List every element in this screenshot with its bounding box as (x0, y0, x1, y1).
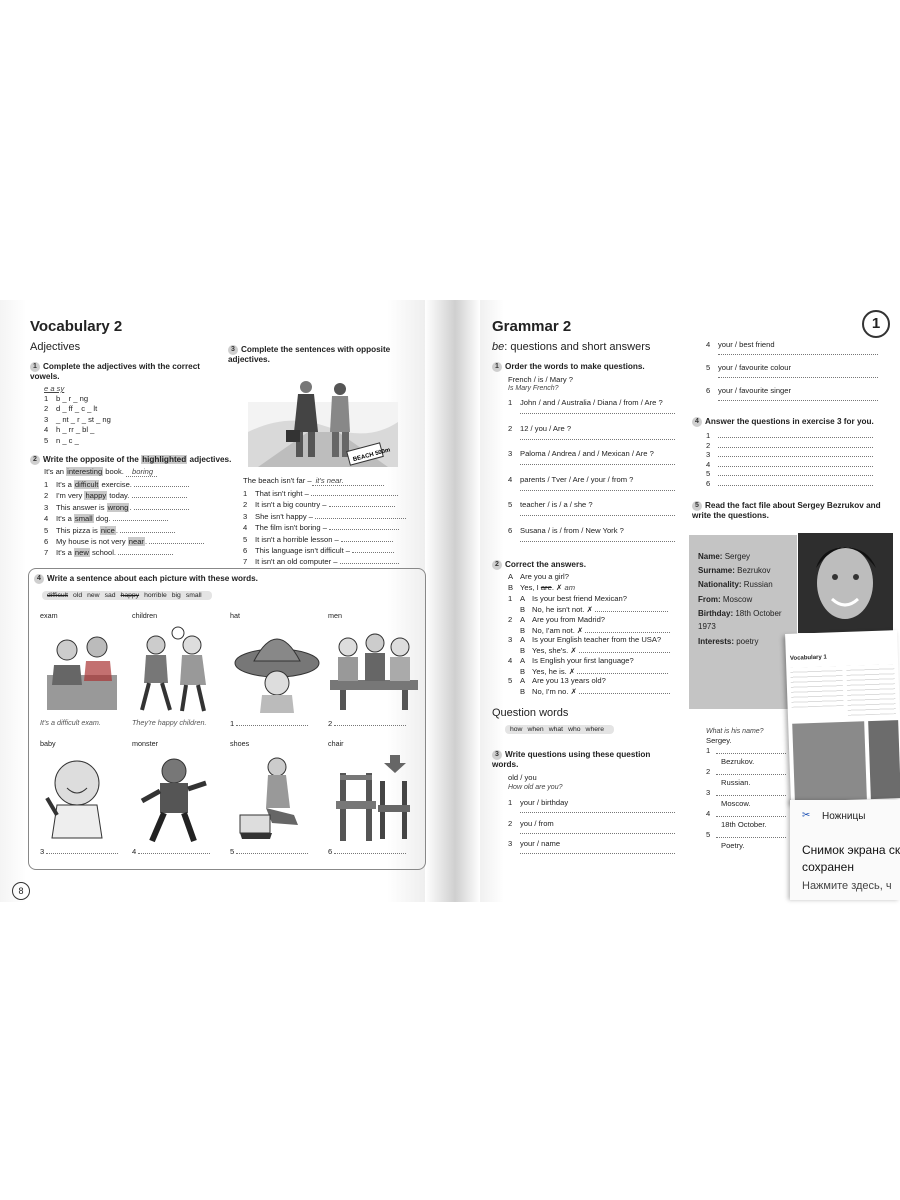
thumbnail-title: Vocabulary 1 (789, 654, 827, 662)
answer-line[interactable] (520, 490, 675, 491)
ex4-instruction: 4 Write a sentence about each picture with these words. (34, 574, 258, 584)
r-ex1-instruction: 1 Order the words to make questions. (492, 362, 645, 372)
list-item: 2 12 / you / Are ? (508, 423, 572, 433)
list-item: B Yes, he is. ✗ (520, 666, 668, 677)
list-item: 3 A Is your English teacher from the USA? (508, 635, 662, 644)
answer-number: 1 (706, 746, 711, 755)
answer-line[interactable] (120, 525, 175, 533)
picture-answer: 2 (328, 718, 406, 729)
unit-badge: 1 (862, 310, 890, 338)
list-item: 4 It's a small dog. (44, 513, 204, 524)
scissors-icon: ✂ (802, 810, 811, 821)
answer-line[interactable] (520, 439, 675, 440)
list-item: 2 you / from (508, 818, 554, 828)
list-item: 3 Paloma / Andrea / and / Mexican / Are ? (508, 449, 654, 458)
snip-app-name: Ножницы (822, 811, 866, 822)
list-item: B Yes, she's. ✗ (520, 645, 670, 656)
r-ex2-instruction: 2 Correct the answers. (492, 560, 586, 570)
answer-line[interactable] (134, 502, 189, 510)
r-ex2-example-b: B Yes, I are. ✗ am (508, 583, 576, 592)
answer-line[interactable] (716, 816, 786, 817)
r-ex1-example: French / is / Mary ? (508, 375, 573, 384)
list-item: 2 A Are you from Madrid? (508, 614, 606, 624)
list-item: 5 This pizza is nice. (44, 525, 204, 536)
picture-answer: They're happy children. (132, 718, 207, 727)
answer-line[interactable] (718, 400, 878, 401)
ex1-example: e a sy (44, 384, 65, 393)
ex1-number: 1 (30, 362, 40, 372)
beach-couple-illustration (248, 372, 398, 467)
answer-line[interactable] (149, 536, 204, 544)
picture-label: hat (230, 611, 240, 620)
snip-notification[interactable] (790, 800, 900, 900)
r-ex4-instruction: 4 Answer the questions in exercise 3 for you. (692, 417, 874, 427)
list-item: 1 It's a difficult exercise. (44, 479, 204, 490)
list-item: 5 n _ c _ (44, 435, 79, 445)
list-item: B No, he isn't not. ✗ (520, 604, 668, 615)
fact-row: Birthday: 18th October 1973 (698, 608, 782, 631)
answer-number: 3 (706, 788, 711, 797)
shoes-illustration (232, 753, 322, 843)
children-illustration (134, 625, 224, 715)
answer-line[interactable] (520, 853, 675, 854)
list-item: 5 your / favourite colour (706, 363, 792, 372)
word-bank-item: old (73, 592, 83, 599)
list-item: 7 It isn't an old computer – (243, 556, 406, 567)
answer-text: Poetry. (721, 841, 745, 850)
list-item: 5 A Are you 13 years old? (508, 676, 606, 685)
word-bank-item: horrible (144, 592, 167, 599)
beach-sign-text: BEACH 500m (352, 447, 392, 464)
list-item: 1 That isn't right – (243, 488, 406, 499)
hat-illustration (232, 625, 322, 715)
list-item: 6 My house is not very near. (44, 536, 204, 547)
answer-line[interactable] (520, 812, 675, 813)
ex3-example: The beach isn't far – it's near. (243, 476, 384, 486)
answer-number: 5 (706, 830, 711, 839)
list-item: 2 It isn't a big country – (243, 499, 406, 510)
answer-line[interactable] (132, 490, 187, 498)
list-item: 3 (706, 449, 873, 460)
monster-illustration (134, 753, 224, 843)
answer-line[interactable] (585, 625, 670, 633)
picture-answer: 3 (40, 846, 118, 857)
list-item: B No, I'am not. ✗ (520, 625, 670, 636)
ex3-list (243, 488, 406, 568)
word-bank-item: happy (120, 592, 140, 599)
answer-line[interactable] (334, 846, 406, 854)
answer-line[interactable] (718, 354, 878, 355)
list-item: B No, I'm no. ✗ (520, 686, 670, 697)
list-item: 6 This language isn't difficult – (243, 545, 406, 556)
answer-line[interactable] (334, 718, 406, 726)
answer-text: 18th October. (721, 820, 767, 829)
picture-label: shoes (230, 739, 250, 748)
answer-line[interactable] (113, 513, 168, 521)
list-item: 6 Susana / is / from / New York ? (508, 525, 624, 535)
picture-label: baby (40, 739, 56, 748)
answer-line[interactable] (236, 846, 308, 854)
answer-line[interactable] (236, 718, 308, 726)
answer-line[interactable] (716, 837, 786, 838)
r-ex3-example: old / you (508, 773, 537, 782)
picture-answer: 6 (328, 846, 406, 857)
list-item: 1 John / and / Australia / Diana / from / Are ? (508, 398, 663, 407)
list-item: 4 parents / Tver / Are / your / from ? (508, 474, 634, 484)
list-item: 3 She isn't happy – (243, 511, 406, 522)
ex2-example: It's an interesting book. boring (44, 467, 157, 477)
ex4-word-bank (42, 591, 212, 600)
ex2-instruction: 2 Write the opposite of the highlighted adjectives. (30, 455, 235, 465)
answer-text: Sergey. (706, 736, 732, 745)
answer-line[interactable] (352, 545, 394, 553)
answer-line[interactable] (340, 556, 399, 564)
list-item: 4 h _ rr _ bl _ (44, 425, 95, 435)
answer-line[interactable] (577, 666, 668, 674)
answer-line[interactable] (46, 846, 118, 854)
answer-line[interactable] (718, 478, 873, 486)
answer-line[interactable] (118, 547, 173, 555)
fact-row: From: Moscow (698, 594, 753, 604)
answer-line[interactable] (579, 686, 670, 694)
exam-illustration (42, 625, 132, 715)
book-gutter (425, 300, 480, 902)
snip-subtitle: Нажмите здесь, ч (802, 880, 892, 892)
picture-label: chair (328, 739, 344, 748)
question-word: where (585, 726, 605, 733)
list-item: 1 A Is your best friend Mexican? (508, 594, 627, 603)
list-item: 6 your / favourite singer (706, 386, 792, 395)
question-word: who (568, 726, 581, 733)
adjectives-subtitle: Adjectives (30, 341, 81, 353)
ex2-list (44, 479, 204, 559)
r-ex1-example-answer: Is Mary French? (508, 385, 559, 392)
baby-illustration (42, 753, 132, 843)
list-item: 6 (706, 478, 873, 489)
answer-line[interactable] (718, 449, 873, 457)
picture-answer: 1 (230, 718, 308, 729)
list-item: 7 It's a new school. (44, 547, 204, 558)
list-item: 3 _ nt _ r _ st _ ng (44, 414, 111, 424)
answer-number: 2 (706, 767, 711, 776)
answer-line[interactable] (595, 604, 668, 612)
list-item: 4 A Is English your first language? (508, 655, 634, 665)
answer-text: Moscow. (721, 799, 751, 808)
answer-line[interactable] (718, 459, 873, 467)
fact-row: Interests: poetry (698, 637, 759, 646)
question-words-title: Question words (492, 707, 569, 719)
answer-line[interactable] (138, 846, 210, 854)
list-item: 4 The film isn't boring – (243, 522, 406, 533)
answer-text: Bezrukov. (721, 757, 755, 766)
list-item: 5 (706, 468, 873, 479)
answer-line[interactable] (718, 377, 878, 378)
answer-line[interactable] (520, 413, 675, 414)
answer-line[interactable] (134, 479, 189, 487)
picture-label: men (328, 611, 342, 620)
picture-answer: It's a difficult exam. (40, 718, 101, 727)
list-item: 1 b _ r _ ng (44, 394, 89, 403)
question-word: how (510, 726, 523, 733)
grammar-title: Grammar 2 (492, 318, 572, 335)
sergey-photo (798, 533, 893, 633)
answer-line[interactable] (341, 534, 393, 542)
snip-title: Снимок экрана ск сохранен (802, 843, 900, 874)
answer-line[interactable] (718, 468, 873, 476)
answer-number: 4 (706, 809, 711, 818)
picture-label: exam (40, 611, 58, 620)
answer-text: Russian. (721, 778, 751, 787)
picture-answer: 5 (230, 846, 308, 857)
question-words-bank (505, 725, 614, 734)
list-item: 1 your / birthday (508, 798, 569, 807)
question-word: what (548, 726, 564, 733)
word-bank-item: small (185, 592, 202, 599)
answer-line[interactable] (718, 440, 873, 448)
word-bank-item: sad (104, 592, 116, 599)
answer-line[interactable] (329, 522, 399, 530)
list-item: 3 This answer is wrong. (44, 502, 204, 513)
word-bank-item: new (87, 592, 100, 599)
screenshot-thumbnail[interactable] (785, 630, 900, 804)
r-ex5-example-question: What is his name? (706, 728, 764, 735)
answer-line[interactable] (329, 499, 395, 507)
picture-label: monster (132, 739, 158, 748)
vocabulary-title: Vocabulary 2 (30, 318, 123, 335)
answer-line[interactable] (579, 645, 670, 653)
ex3-instruction: 3 Complete the sentences with opposite adjectives. (228, 345, 391, 364)
list-item: 4 (706, 459, 873, 470)
list-item: 5 teacher / is / a / she ? (508, 500, 593, 509)
list-item: 2 d _ ff _ c _ lt (44, 404, 98, 414)
answer-line[interactable] (716, 753, 786, 754)
list-item: 3 your / name (508, 839, 561, 848)
word-bank-item: difficult (47, 592, 69, 599)
answer-line[interactable] (315, 511, 406, 519)
ex1-list (44, 394, 111, 446)
page-number: 8 (12, 882, 30, 900)
answer-line[interactable] (716, 795, 786, 796)
r-ex3-instruction: 3 Write questions using these question words. (492, 750, 651, 769)
chair-illustration (330, 753, 420, 843)
ex1-instruction: 1 Complete the adjectives with the correct vowels. (30, 362, 200, 381)
fact-row: Surname: Bezrukov (698, 566, 771, 576)
answer-line[interactable] (716, 774, 786, 775)
answer-line[interactable] (520, 515, 675, 516)
r-ex2-example-a: A Are you a girl? (508, 572, 569, 581)
r-ex5-instruction: 5 Read the fact file about Sergey Bezrukov and write the questions. (692, 501, 881, 520)
r-ex3-example-answer: How old are you? (508, 784, 563, 791)
list-item: 2 I'm very happy today. (44, 490, 204, 501)
question-word: when (527, 726, 544, 733)
men-illustration (330, 625, 420, 715)
answer-line[interactable] (311, 488, 398, 496)
answer-line[interactable] (520, 833, 675, 834)
picture-answer: 4 (132, 846, 210, 857)
answer-line[interactable] (718, 430, 873, 438)
picture-label: children (132, 611, 158, 620)
answer-line[interactable] (520, 464, 675, 465)
list-item: 4 your / best friend (706, 340, 775, 349)
list-item: 5 It isn't a horrible lesson – (243, 534, 406, 545)
grammar-subtitle: be: questions and short answers (492, 341, 651, 353)
fact-row: Nationality: Russian (698, 580, 773, 590)
list-item: 1 (706, 430, 873, 441)
answer-line[interactable] (520, 541, 675, 542)
word-bank-item: big (171, 592, 181, 599)
list-item: 2 (706, 440, 873, 451)
fact-row: Name: Sergey (698, 552, 751, 561)
